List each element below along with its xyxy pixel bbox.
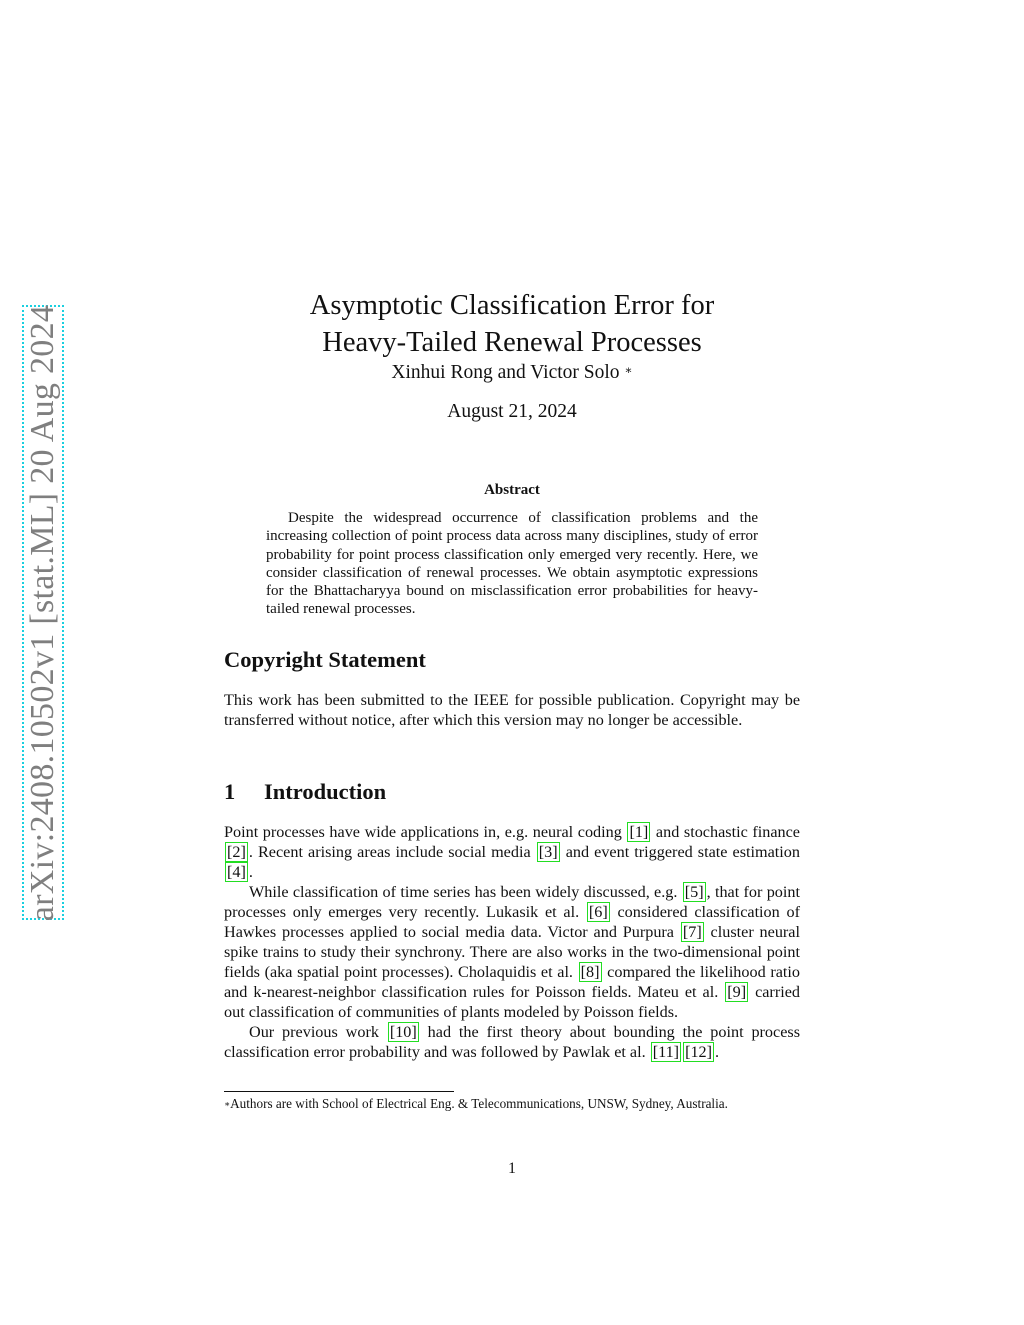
abstract-heading: Abstract <box>484 482 540 498</box>
text-run: . Recent arising areas include social media <box>248 843 536 861</box>
text-run: cluster neural spike trains to study their synchrony. There are also works in the two-dimensional point fields (aka spatial point processes). Cholaquidis et al. <box>224 923 800 981</box>
text-run: compared the likelihood ratio and k-nearest-neighbor classification rules for Poisson fields. Mateu et al. <box>224 963 800 1001</box>
text-run: and stochastic finance <box>651 823 800 841</box>
arxiv-identifier: arXiv:2408.10502v1 [stat.ML] 20 Aug 2024 <box>24 304 61 921</box>
intro-paragraph-1 <box>224 822 800 882</box>
text-run: Our previous work <box>249 1023 387 1041</box>
section-title: Introduction <box>264 779 387 804</box>
title-line-1: Asymptotic Classification Error for <box>309 290 715 322</box>
intro-paragraph-2 <box>224 882 800 1022</box>
introduction-body <box>224 822 800 1062</box>
citation-link[interactable]: [10] <box>389 1023 417 1041</box>
section-number: 1 <box>224 779 236 804</box>
citation-link[interactable]: [8] <box>580 963 600 981</box>
citation-link[interactable]: [1] <box>629 823 649 841</box>
text-run: Point processes have wide applications in, e.g. neural coding <box>224 823 627 841</box>
citation-link[interactable]: [6] <box>588 903 608 921</box>
text-run: considered classification of Hawkes processes applied to social media data. Victor and Purpura <box>224 903 800 941</box>
citation-link[interactable]: [3] <box>538 843 558 861</box>
abstract-body: Despite the widespread occurrence of classification problems and the increasing collection of point process data across many disciplines, study of error probability for point process classification only emerged very recently. Here, we consider classification of renewal processes. We obtain asymptotic expressions for the Bhattacharyya bound on misclassification error probabilities for heavy-tailed renewal processes. <box>266 510 758 618</box>
footnote-text: Authors are with School of Electrical Eng. & Telecommunications, UNSW, Sydney, Australia. <box>230 1096 728 1111</box>
footnote-mark: ∗ <box>224 1099 231 1109</box>
text-run: and event triggered state estimation <box>560 843 800 861</box>
author-line <box>224 362 800 384</box>
title-line-2: Heavy-Tailed Renewal Processes <box>322 327 702 359</box>
intro-paragraph-3 <box>224 1022 800 1062</box>
text-run: carried out classification of communities of plants modeled by Poisson fields. <box>224 983 800 1021</box>
citation-link[interactable]: [9] <box>727 983 747 1001</box>
arxiv-identifier-stamp[interactable] <box>22 305 64 920</box>
citation-link[interactable]: [4] <box>227 863 246 881</box>
author-footnote-mark[interactable]: ∗ <box>624 363 633 377</box>
introduction-heading <box>224 779 386 805</box>
citation-link[interactable]: [11] <box>652 1043 680 1061</box>
copyright-body: This work has been submitted to the IEEE for possible publication. Copyright may be transferred without notice, after which this version may no longer be accessible. <box>224 691 800 729</box>
text-run: . <box>248 863 253 881</box>
citation-link[interactable]: [2] <box>227 843 246 861</box>
citation-link[interactable]: [5] <box>684 883 704 901</box>
page-number: 1 <box>508 1160 516 1177</box>
text-run: While classification of time series has been widely discussed, e.g. <box>249 883 682 901</box>
text-run: had the first theory about bounding the point process classification error probability and was followed by Pawlak et al. <box>224 1023 800 1061</box>
authors: Xinhui Rong and Victor Solo <box>391 362 620 383</box>
citation-link[interactable]: [12] <box>685 1043 713 1061</box>
text-run: . <box>715 1043 720 1061</box>
footnote-divider <box>224 1091 454 1092</box>
footnote <box>224 1096 800 1113</box>
citation-link[interactable]: [7] <box>682 923 702 941</box>
paper-title <box>224 287 800 361</box>
copyright-heading: Copyright Statement <box>224 647 426 672</box>
text-run: , that for point processes only emerges very recently. Lukasik et al. <box>224 883 800 921</box>
paper-date: August 21, 2024 <box>447 401 577 422</box>
